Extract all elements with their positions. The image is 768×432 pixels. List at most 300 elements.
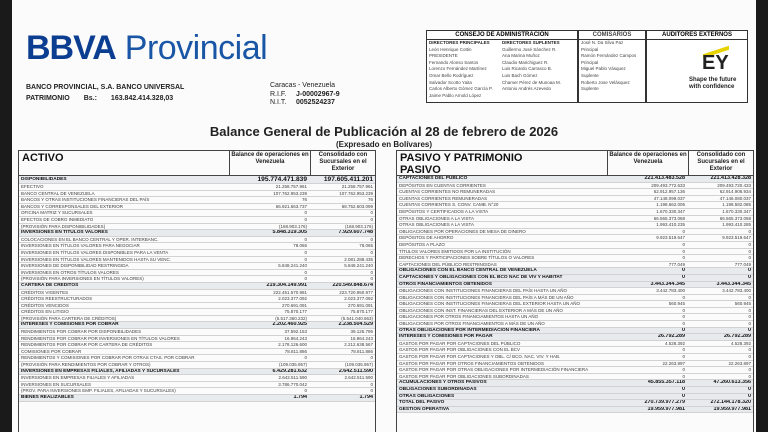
row-label: CARTERA DE CRÉDITOS bbox=[21, 282, 79, 288]
table-row bbox=[397, 229, 753, 236]
value-consolidado: 0 bbox=[748, 274, 751, 280]
table-row bbox=[397, 367, 753, 374]
value-consolidado: 1.993.410.285 bbox=[722, 222, 751, 228]
table-row bbox=[397, 407, 753, 414]
activo-heading: ACTIVO bbox=[22, 152, 64, 164]
list-line: Salvador Scotto Yaita bbox=[429, 79, 472, 85]
document-title: Balance General de Publicación al 28 de febrero de 2026 bbox=[209, 124, 559, 139]
value-venezuela: 0 bbox=[304, 216, 307, 222]
table-row bbox=[397, 176, 753, 183]
list-line: Carlos Alberto Gómez García P. bbox=[429, 86, 493, 92]
value-consolidado: 0 bbox=[370, 216, 373, 222]
value-venezuela: 107.762.953.239 bbox=[273, 190, 307, 196]
list-line: Claudio Marichiguez R. bbox=[502, 59, 549, 65]
value-consolidado: 0 bbox=[748, 241, 751, 247]
value-consolidado: 2.238.504.529 bbox=[338, 322, 373, 328]
value-consolidado: 0 bbox=[748, 354, 751, 360]
auditores-title: AUDITORES EXTERNOS bbox=[647, 31, 747, 40]
row-label: (PROVISIÓN PARA CARTERA DE CRÉDITOS) bbox=[21, 315, 117, 321]
table-row bbox=[397, 380, 753, 387]
value-venezuela: 3.442.783.400 bbox=[656, 288, 685, 294]
value-venezuela: 0 bbox=[304, 269, 307, 275]
value-venezuela: 0 bbox=[682, 393, 685, 399]
value-consolidado: 2.081.288.435 bbox=[344, 256, 373, 262]
table-row bbox=[19, 184, 375, 191]
row-label: CAPTACIONES Y OBLIGACIONES CON EL BCO NAC DE VIV Y HÁBITAT bbox=[399, 274, 563, 280]
value-venezuela: 0 bbox=[682, 241, 685, 247]
row-label: OBLIGACIONES CON EL BANCO CENTRAL DE VENEZUELA bbox=[399, 268, 537, 274]
row-label: INVERSIONES EN EMPRESAS FILIALES, AFILIADAS Y SUCURSALES bbox=[21, 368, 180, 374]
value-venezuela: 16.964.243 bbox=[284, 335, 307, 341]
value-venezuela: 0 bbox=[682, 321, 685, 327]
value-consolidado: 76 bbox=[367, 197, 373, 203]
value-consolidado: 272.144.178.320 bbox=[710, 400, 751, 406]
row-label: BANCOS Y CORRESPONSALES DEL EXTERIOR bbox=[21, 203, 123, 209]
value-venezuela: 0 bbox=[682, 327, 685, 333]
table-row bbox=[397, 282, 753, 289]
consejo-box bbox=[426, 30, 578, 103]
value-venezuela: 26.792.289 bbox=[658, 334, 685, 340]
value-consolidado: 19.959.977.981 bbox=[713, 406, 751, 412]
value-venezuela: 76 bbox=[301, 197, 307, 203]
tagline-line: Shape the future bbox=[689, 77, 737, 83]
value-venezuela: 0 bbox=[682, 307, 685, 313]
list-line: Luis Bach Gómez bbox=[502, 72, 538, 78]
value-venezuela: 5.848.319.305 bbox=[272, 230, 307, 236]
value-consolidado: 0 bbox=[748, 294, 751, 300]
value-venezuela: 0 bbox=[682, 228, 685, 234]
value-venezuela: (5.517.360.232) bbox=[275, 315, 307, 321]
table-row bbox=[19, 296, 375, 303]
row-label: ACUMULACIONES Y OTROS PASIVOS bbox=[399, 380, 487, 386]
table-row bbox=[397, 275, 753, 282]
rif-label: R.I.F. bbox=[270, 90, 287, 98]
row-label: CRÉDITOS EN LITIGIO bbox=[21, 309, 69, 315]
table-row bbox=[397, 321, 753, 328]
col-consolidado: Consolidado con Sucursales en el Exterior bbox=[310, 151, 375, 175]
value-consolidado: 3.442.783.400 bbox=[722, 288, 751, 294]
value-venezuela: 78.065 bbox=[293, 243, 307, 249]
row-label: INTERESES Y COMISIONES POR COBRAR bbox=[21, 322, 119, 328]
table-row bbox=[397, 242, 753, 249]
value-venezuela: 0 bbox=[304, 388, 307, 394]
row-label: DEPÓSITOS Y CERTIFICADOS A LA VISTA bbox=[399, 208, 489, 214]
value-venezuela: 0 bbox=[682, 268, 685, 274]
value-consolidado: 0 bbox=[748, 228, 751, 234]
list-line: Principal bbox=[581, 59, 599, 65]
value-consolidado: 0 bbox=[370, 269, 373, 275]
value-venezuela: 270.691.091 bbox=[281, 302, 307, 308]
table-row bbox=[19, 388, 375, 395]
value-consolidado: 0 bbox=[748, 255, 751, 261]
value-venezuela: 2.178.126.600 bbox=[278, 342, 307, 348]
row-label: GASTOS POR PAGAR POR OTRAS OBLIGACIONES POR INTERMEDIACIÓN FINANCIERA bbox=[399, 367, 589, 373]
value-consolidado: 3.443.344.345 bbox=[716, 281, 751, 287]
table-row bbox=[19, 336, 375, 343]
col-venezuela: Balance de operaciones en Venezuela bbox=[607, 151, 688, 175]
value-consolidado: 0 bbox=[748, 314, 751, 320]
row-label: OTRAS OBLIGACIONES A LA VISTA bbox=[399, 215, 474, 221]
table-row bbox=[397, 334, 753, 341]
table-row bbox=[397, 202, 753, 209]
value-consolidado: 209.493.720.433 bbox=[717, 182, 751, 188]
table-row bbox=[19, 369, 375, 376]
value-consolidado: (109.035.957) bbox=[344, 362, 373, 368]
value-venezuela: 1.794 bbox=[293, 395, 307, 400]
value-consolidado: (168.903.176) bbox=[344, 223, 373, 229]
value-consolidado: 62.914.906.934 bbox=[719, 189, 751, 195]
bbva-provincial-logo: BBVA Provincial bbox=[26, 29, 268, 67]
row-label: OTRAS OBLIGACIONES POR INTERMEDIACIÓN FINANCIERA bbox=[399, 327, 540, 333]
row-label: DEPÓSITOS EN CUENTAS CORRIENTES bbox=[399, 182, 486, 188]
pasivo-rows bbox=[397, 176, 753, 413]
value-venezuela: 209.493.772.633 bbox=[651, 182, 685, 188]
list-line: Roberto Jose Velásquez bbox=[581, 79, 630, 85]
value-consolidado: 777.049 bbox=[734, 261, 751, 267]
activo-rows bbox=[19, 176, 375, 402]
table-row bbox=[397, 196, 753, 203]
comisarios-box bbox=[578, 30, 646, 103]
value-consolidado: 0 bbox=[370, 388, 373, 394]
table-row bbox=[19, 224, 375, 231]
list-line: Ana Marina Muñoz bbox=[502, 53, 540, 59]
table-row bbox=[397, 235, 753, 242]
value-consolidado: 560.945 bbox=[734, 301, 751, 307]
row-label: DERECHOS Y PARTICIPACIONES SOBRE TÍTULOS O VALORES bbox=[399, 255, 535, 261]
value-venezuela: 0 bbox=[304, 249, 307, 255]
value-venezuela: 0 bbox=[682, 274, 685, 280]
value-venezuela: 19.959.977.981 bbox=[647, 406, 685, 412]
table-row bbox=[19, 342, 375, 349]
value-consolidado: 1.670.330.347 bbox=[722, 208, 751, 214]
auditores-box bbox=[646, 30, 748, 103]
value-venezuela: 0 bbox=[682, 354, 685, 360]
value-venezuela: 222.451.570.981 bbox=[273, 289, 307, 295]
consejo-title: CONSEJO DE ADMINISTRACIÓN bbox=[427, 31, 577, 40]
value-venezuela: (168.903.176) bbox=[278, 223, 307, 229]
row-label: INVERSIONES EN TÍTULOS VALORES MANTENIDOS HASTA SU VENC. bbox=[21, 256, 172, 262]
row-label: (PROVISIÓN PARA INVERSIONES EN TÍTULOS VALORES) bbox=[21, 276, 144, 282]
value-venezuela: 2.642.511.590 bbox=[278, 375, 307, 381]
table-row bbox=[397, 400, 753, 407]
value-venezuela: 2.202.460.925 bbox=[272, 322, 307, 328]
bank-name: BANCO PROVINCIAL, S.A. BANCO UNIVERSAL bbox=[26, 84, 185, 91]
table-row bbox=[19, 176, 375, 184]
value-venezuela: 777.049 bbox=[668, 261, 685, 267]
value-venezuela: 221.413.483.528 bbox=[644, 176, 685, 181]
pasivo-heading bbox=[397, 151, 607, 175]
row-label: DEPÓSITOS DE AHORRO bbox=[399, 235, 454, 241]
value-venezuela: 0 bbox=[304, 355, 307, 361]
col-venezuela: Balance de operaciones en Venezuela bbox=[229, 151, 310, 175]
row-label: TÍTULOS VALORES EMITIDOS POR LA INSTITUCIÓN bbox=[399, 248, 511, 254]
table-row bbox=[397, 209, 753, 216]
row-label: INVERSIONES EN OTROS TÍTULOS VALORES bbox=[21, 269, 119, 275]
row-label: GESTIÓN OPERATIVA bbox=[399, 406, 450, 412]
table-row bbox=[19, 355, 375, 362]
list-line: León Henrique Cottin bbox=[429, 46, 472, 52]
city: Caracas - Venezuela bbox=[270, 82, 335, 89]
value-venezuela: 270.739.977.279 bbox=[644, 400, 685, 406]
value-consolidado: 4.528.392 bbox=[730, 340, 751, 346]
document-subtitle: (Expresado en Bolívares) bbox=[335, 140, 433, 149]
activo-header bbox=[19, 150, 375, 176]
value-consolidado: 0 bbox=[748, 248, 751, 254]
row-label: EFECTOS DE COBRO INMEDIATO bbox=[21, 216, 94, 222]
value-venezuela: 219.304.149.991 bbox=[266, 282, 307, 288]
table-row bbox=[397, 255, 753, 262]
row-label: CRÉDITOS VENCIDOS bbox=[21, 302, 69, 308]
list-line: Omar Bello Rodríguez bbox=[429, 72, 474, 78]
value-venezuela: 9.923.519.647 bbox=[656, 235, 685, 241]
row-label: CRÉDITOS REESTRUCTURADOS bbox=[21, 296, 93, 302]
list-line: Principal bbox=[581, 46, 599, 52]
ey-wordmark: EY bbox=[702, 52, 729, 74]
row-label: OFICINA MATRIZ Y SUCURSALES bbox=[21, 210, 93, 216]
list-line: PRESIDENTE bbox=[429, 53, 458, 59]
row-label: GASTOS POR PAGAR POR OBLIGACIONES CON EL BCV bbox=[399, 347, 520, 353]
directores-suplentes bbox=[502, 40, 575, 99]
row-label: INVERSIONES EN TÍTULOS VALORES bbox=[21, 230, 108, 236]
value-venezuela: 1.198.662.005 bbox=[656, 202, 685, 208]
row-label: (PROVISIÓN PARA RENDIMIENTOS POR COBRAR Y OTROS) bbox=[21, 362, 151, 368]
value-venezuela: (109.035.957) bbox=[278, 362, 307, 368]
directores-principales bbox=[429, 40, 502, 99]
table-row bbox=[19, 217, 375, 224]
list-line: Ramón Fernández Campos bbox=[581, 53, 637, 59]
row-label: INVERSIONES DE DISPONIBILIDAD RESTRINGIDA bbox=[21, 263, 129, 269]
table-row bbox=[19, 270, 375, 277]
name-list bbox=[429, 47, 502, 100]
table-row bbox=[19, 257, 375, 264]
patrimonio-currency: Bs.: bbox=[83, 95, 97, 102]
table-row bbox=[397, 268, 753, 275]
row-label: OBLIGACIONES CON INST. FINANCIERAS DEL EXTERIOR A MÁS DE UN AÑO bbox=[399, 307, 563, 313]
row-label: BANCO CENTRAL DE VENEZUELA bbox=[21, 190, 95, 196]
value-venezuela: 66.921.663.737 bbox=[275, 203, 307, 209]
list-line: Antonio Andrés Azevedo bbox=[502, 86, 552, 92]
value-venezuela: 62.912.957.136 bbox=[653, 189, 685, 195]
value-venezuela: 66.565.373.068 bbox=[653, 215, 685, 221]
value-consolidado: 9.923.519.647 bbox=[722, 235, 751, 241]
bank-info bbox=[26, 82, 184, 104]
table-row bbox=[19, 382, 375, 389]
row-label: CRÉDITOS VIGENTES bbox=[21, 289, 69, 295]
value-consolidado: 0 bbox=[748, 347, 751, 353]
rif-value: J-00002967-9 bbox=[296, 90, 340, 98]
table-row bbox=[397, 295, 753, 302]
value-venezuela: 0 bbox=[304, 210, 307, 216]
list-line: Fernando Alonso Santos bbox=[429, 59, 479, 65]
value-venezuela: 0 bbox=[682, 255, 685, 261]
value-venezuela: 0 bbox=[682, 373, 685, 379]
value-venezuela: 0 bbox=[304, 276, 307, 282]
table-row bbox=[19, 210, 375, 217]
value-venezuela: 21.258.757.961 bbox=[275, 184, 307, 189]
row-label: GASTOS POR PAGAR POR OBLIGACIONES SUBORDINADAS bbox=[399, 373, 529, 379]
pasivo-subtitle: PASIVO bbox=[400, 164, 441, 176]
value-consolidado: 0 bbox=[370, 210, 373, 216]
table-row bbox=[19, 290, 375, 297]
table-row bbox=[397, 387, 753, 394]
table-row bbox=[19, 283, 375, 290]
value-venezuela: 3.443.344.345 bbox=[650, 281, 685, 287]
value-venezuela: 75.870.177 bbox=[284, 309, 307, 315]
table-row bbox=[19, 237, 375, 244]
row-label: BIENES REALIZABLES bbox=[21, 395, 74, 400]
value-consolidado: 0 bbox=[748, 327, 751, 333]
row-label: (PROVISIÓN PARA DISPONIBILIDADES) bbox=[21, 223, 106, 229]
row-label: COLOCACIONES EN EL BANCO CENTRAL Y OPER. INTERBANC. bbox=[21, 236, 159, 242]
value-venezuela: 6.429.281.632 bbox=[272, 368, 307, 374]
table-row bbox=[397, 328, 753, 335]
table-row bbox=[397, 216, 753, 223]
table-row bbox=[19, 263, 375, 270]
table-row bbox=[19, 329, 375, 336]
list-line: Guillermo José Sánchez R. bbox=[502, 46, 557, 52]
value-consolidado: 0 bbox=[370, 249, 373, 255]
value-consolidado: 0 bbox=[748, 321, 751, 327]
row-label: RENDIMIENTOS Y COMISIONES POR COBRAR POR OTRAS CTAS. POR COBRAR bbox=[21, 355, 195, 361]
value-venezuela: 78.811.886 bbox=[284, 348, 307, 354]
table-row bbox=[397, 308, 753, 315]
value-venezuela: 0 bbox=[304, 256, 307, 262]
nit-label: N.I.T. bbox=[270, 99, 287, 106]
row-label: OTRAS OBLIGACIONES A LA VISTA bbox=[399, 222, 474, 228]
value-consolidado: 16.964.243 bbox=[350, 335, 373, 341]
row-label: OBLIGACIONES POR OTROS FINANCIAMIENTOS A MÁS DE UN AÑO bbox=[399, 321, 545, 327]
ey-logo bbox=[647, 40, 747, 104]
activo-table bbox=[18, 150, 376, 432]
value-consolidado: 26.792.289 bbox=[724, 334, 751, 340]
row-label: (PROV. PARA INVERSIONES EMP. FILIALES, AFILIADAS Y SUCURSALES) bbox=[21, 388, 176, 394]
col-head: DIRECTORES SUPLENTES bbox=[502, 40, 560, 45]
row-label: CAPTACIONES DEL PÚBLICO bbox=[399, 176, 468, 181]
value-venezuela: 0 bbox=[304, 236, 307, 242]
table-row bbox=[19, 395, 375, 402]
list-line: Jaime Pablo Arnold López bbox=[429, 92, 482, 98]
value-consolidado: 0 bbox=[370, 236, 373, 242]
table-row bbox=[397, 347, 753, 354]
value-consolidado: 0 bbox=[370, 355, 373, 361]
table-row bbox=[19, 362, 375, 369]
value-consolidado: 2.642.511.590 bbox=[338, 368, 373, 374]
company-ids bbox=[270, 82, 356, 108]
value-consolidado: 0 bbox=[748, 373, 751, 379]
balance-document bbox=[12, 0, 756, 432]
pasivo-table bbox=[396, 150, 754, 432]
table-row bbox=[19, 303, 375, 310]
value-consolidado: 21.258.757.961 bbox=[341, 184, 373, 189]
list-line bbox=[502, 93, 575, 100]
table-row bbox=[19, 349, 375, 356]
value-venezuela: 4.528.392 bbox=[664, 340, 685, 346]
row-label: EFECTIVO bbox=[21, 184, 44, 189]
value-consolidado: 75.870.177 bbox=[350, 309, 373, 315]
value-consolidado: 47.260.613.356 bbox=[713, 380, 751, 386]
table-row bbox=[397, 301, 753, 308]
list-line: Luis Ricardo Carrasco B. bbox=[502, 66, 553, 72]
value-consolidado: (5.541.040.663) bbox=[341, 315, 373, 321]
row-label: GASTOS POR PAGAR POR CAPTACIONES Y OBL. C/ BCO. NAC. VIV. Y HAB. bbox=[399, 354, 561, 360]
table-row bbox=[19, 375, 375, 382]
row-label: INTERESES Y COMISIONES POR PAGAR bbox=[399, 334, 493, 340]
row-label: RENDIMIENTOS POR COBRAR POR DISPONIBILIDADES bbox=[21, 329, 142, 335]
row-label: BANCOS Y OTRAS INSTITUCIONES FINANCIERAS DEL PAÍS bbox=[21, 197, 150, 203]
table-row bbox=[397, 314, 753, 321]
list-line: José N. Da Silva Paz bbox=[581, 40, 624, 45]
table-row bbox=[19, 250, 375, 257]
value-consolidado: 2.023.377.092 bbox=[344, 296, 373, 302]
table-row bbox=[397, 288, 753, 295]
row-label: TOTAL DEL PASIVO bbox=[399, 400, 445, 406]
row-label: CUENTAS CORRIENTES NO REMUNERADAS bbox=[399, 189, 496, 195]
row-label: GASTOS POR PAGAR POR OTROS FINANCIAMIENTOS OBTENIDOS bbox=[399, 360, 545, 366]
table-row bbox=[19, 191, 375, 198]
table-row bbox=[397, 189, 753, 196]
value-consolidado: 7.929.607.748 bbox=[338, 230, 373, 236]
list-line: Suplente bbox=[581, 72, 599, 78]
row-label: OTRAS OBLIGACIONES bbox=[399, 393, 455, 399]
table-row bbox=[397, 341, 753, 348]
col-consolidado: Consolidado con Sucursales en el Exterior bbox=[688, 151, 753, 175]
col-head: DIRECTORES PRINCIPALES bbox=[429, 40, 490, 45]
value-venezuela: 195.774.471.839 bbox=[257, 176, 307, 183]
value-venezuela: 37.592.153 bbox=[284, 329, 307, 335]
value-consolidado: 39.125.795 bbox=[350, 329, 373, 335]
value-venezuela: 3.786.770.042 bbox=[278, 381, 307, 387]
table-row bbox=[397, 262, 753, 269]
value-venezuela: 1.670.330.347 bbox=[656, 208, 685, 214]
value-venezuela: 560.945 bbox=[668, 301, 685, 307]
ey-tagline bbox=[689, 77, 736, 91]
list-line: Miguel Pablo Vásquez bbox=[581, 66, 626, 72]
row-label: DEPÓSITOS A PLAZO bbox=[399, 241, 445, 247]
value-consolidado: 0 bbox=[748, 268, 751, 274]
table-row bbox=[397, 249, 753, 256]
row-label: OBLIGACIONES CON INSTITUCIONES FINANCIERAS DEL EXTERIOR HASTA UN AÑO bbox=[399, 301, 581, 307]
row-label: RENDIMIENTOS POR COBRAR POR CARTERA DE CRÉDITOS bbox=[21, 342, 153, 348]
row-label: OBLIGACIONES CON INSTITUCIONES FINANCIERAS DEL PAÍS A MÁS DE UN AÑO bbox=[399, 294, 574, 300]
row-label: OBLIGACIONES CON INSTITUCIONES FINANCIERAS DEL PAÍS HASTA UN AÑO bbox=[399, 288, 567, 294]
nit-value: 0052524237 bbox=[296, 99, 335, 106]
value-consolidado: 47.146.080.037 bbox=[719, 195, 751, 201]
row-label: GASTOS POR PAGAR POR CAPTACIONES DEL PÚBLICO bbox=[399, 340, 521, 346]
value-consolidado: 107.762.953.239 bbox=[339, 190, 373, 196]
list-line: Chamer Pérez de Munoaa M. bbox=[502, 79, 562, 85]
value-consolidado: 0 bbox=[748, 367, 751, 373]
table-row bbox=[397, 183, 753, 190]
row-label: DISPONIBILIDADES bbox=[21, 177, 67, 182]
table-row bbox=[397, 354, 753, 361]
comisarios-list bbox=[579, 40, 645, 93]
row-label: INVERSIONES EN SUCURSALES bbox=[21, 381, 92, 387]
value-venezuela: 22.263.897 bbox=[662, 360, 685, 366]
table-row bbox=[19, 322, 375, 329]
row-label: OTROS FINANCIAMIENTOS OBTENIDOS bbox=[399, 281, 492, 287]
value-consolidado: 220.549.848.674 bbox=[332, 282, 373, 288]
value-venezuela: 0 bbox=[682, 367, 685, 373]
table-row bbox=[397, 361, 753, 368]
row-label: INVERSIONES EN EMPRESAS FILIALES Y AFILIADAS bbox=[21, 375, 135, 381]
row-label: CUENTAS CORRIENTES S. CONV. CAMB. N°20 bbox=[399, 202, 499, 208]
name-list bbox=[502, 47, 575, 100]
value-consolidado: 2.212.638.567 bbox=[344, 342, 373, 348]
value-consolidado: 270.691.091 bbox=[347, 302, 373, 308]
value-venezuela: 45.855.357.118 bbox=[647, 380, 685, 386]
table-row bbox=[19, 276, 375, 283]
list-line: Suplente bbox=[581, 86, 599, 92]
